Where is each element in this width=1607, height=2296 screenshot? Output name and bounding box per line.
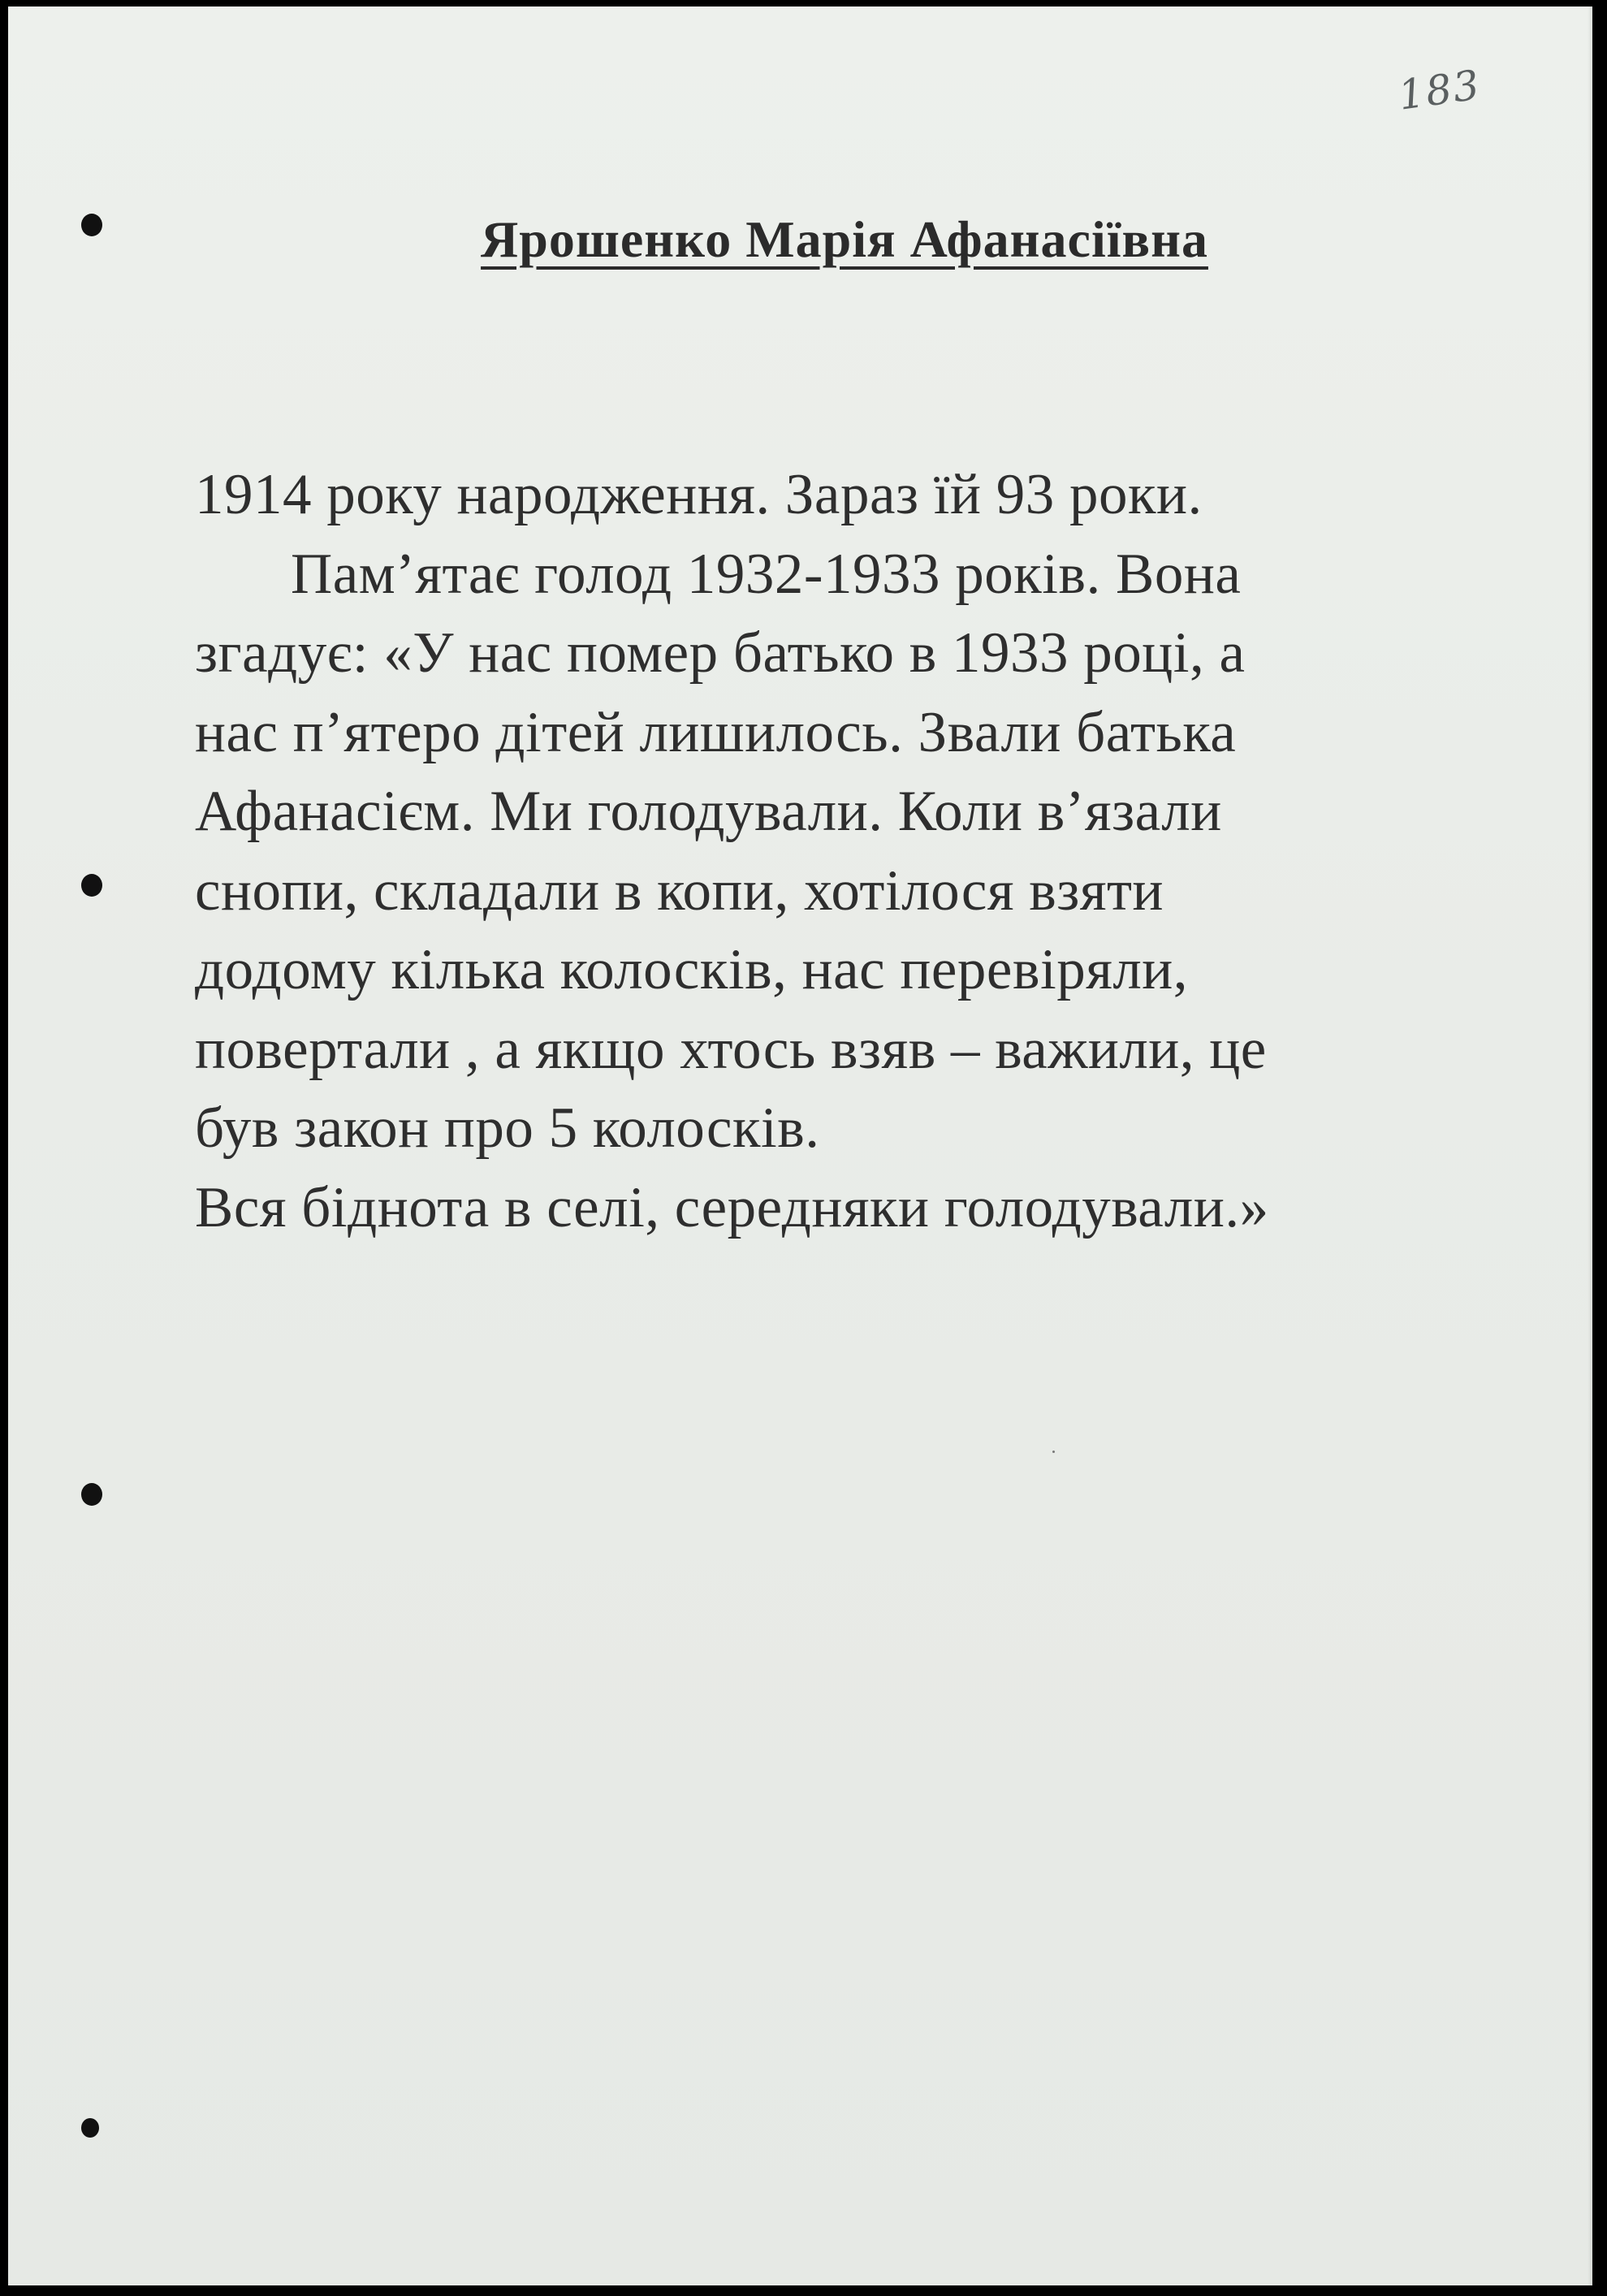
text-line: повертали , а якщо хтось взяв – важили, це	[195, 1017, 1267, 1081]
text-line: був закон про 5 колосків.	[195, 1096, 820, 1160]
punch-hole	[81, 1483, 102, 1506]
handwritten-folio-number: 183	[1395, 61, 1484, 119]
text-line: нас п’ятеро дітей лишилось. Звали батька	[195, 700, 1237, 764]
page-edge-shadow	[1588, 6, 1592, 2285]
paper-speck	[1052, 1451, 1055, 1453]
text-line: Вся біднота в селі, середняки голодували.»	[195, 1175, 1269, 1239]
punch-hole	[81, 214, 102, 236]
text-line: додому кілька колосків, нас перевіряли,	[195, 938, 1189, 1001]
text-line: згадує: «У нас помер батько в 1933 році, а	[195, 621, 1246, 685]
punch-hole	[81, 2118, 99, 2138]
page-title: Ярошенко Марія Афанасіївна	[481, 210, 1208, 268]
text-line: 1914 року народження. Зараз їй 93 роки.	[195, 463, 1203, 526]
text-line: Пам’ятає голод 1932-1933 років. Вона	[291, 542, 1242, 606]
text-line: Афанасієм. Ми голодували. Коли в’язали	[195, 780, 1222, 843]
document-page	[8, 6, 1592, 2285]
punch-hole	[81, 874, 102, 897]
testimony-text	[195, 456, 1535, 1247]
text-line: снопи, складали в копи, хотілося взяти	[195, 858, 1164, 923]
